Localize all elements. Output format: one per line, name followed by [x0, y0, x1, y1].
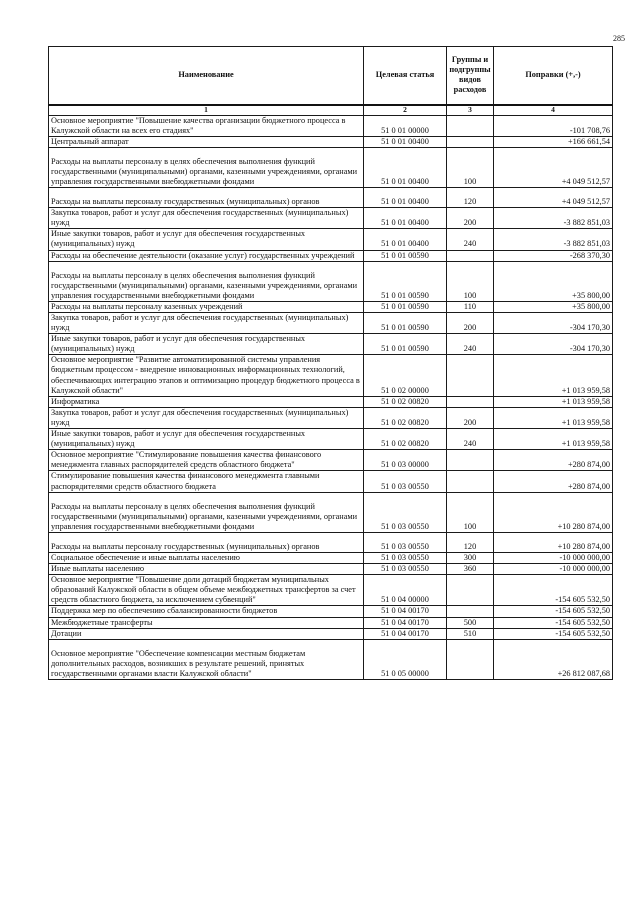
table-row [49, 313, 613, 334]
row-target-article: 51 0 01 00400 [381, 197, 429, 207]
row-target-article: 51 0 03 00550 [381, 481, 429, 491]
row-name: Расходы на выплаты персоналу казенных учреждений [51, 301, 243, 311]
row-target-article: 51 0 02 00820 [381, 396, 429, 406]
header-name: Наименование [49, 47, 364, 105]
row-target-article: 51 0 03 00000 [381, 460, 429, 470]
header-amendments: Поправки (+,-) [494, 47, 613, 105]
row-target-article: 51 0 03 00550 [381, 564, 429, 574]
row-expense-group: 240 [463, 439, 477, 449]
table-row [49, 628, 613, 639]
row-name: Закупка товаров, работ и услуг для обеспечения государственных (муниципальных) нужд [51, 208, 349, 228]
table-row [49, 115, 613, 136]
row-amount: -268 370,30 [569, 250, 610, 260]
row-amount: +1 013 959,58 [561, 417, 610, 427]
row-amount: -10 000 000,00 [559, 552, 610, 562]
page-number: 285 [613, 34, 625, 43]
row-target-article: 51 0 02 00820 [381, 439, 429, 449]
row-name: Расходы на выплаты персоналу в целях обеспечения выполнения функций государственными (муниципальными) органами, казенными учреждениями, органами управления государственными внебюджетными фондами [51, 156, 358, 186]
table-body [49, 115, 613, 680]
row-amount: -154 605 532,50 [555, 628, 610, 638]
row-amount: +280 874,00 [567, 481, 610, 491]
row-expense-group: 100 [463, 176, 477, 186]
row-amount: +280 874,00 [567, 460, 610, 470]
row-amount: -3 882 851,03 [563, 218, 610, 228]
table-row [49, 429, 613, 450]
table-row [49, 639, 613, 679]
row-target-article: 51 0 01 00590 [381, 250, 429, 260]
row-expense-group: 500 [463, 617, 477, 627]
header-target-article: Целевая статья [364, 47, 447, 105]
row-expense-group: 200 [463, 218, 477, 228]
table-row [49, 229, 613, 250]
table-row [49, 450, 613, 471]
row-expense-group: 240 [463, 239, 477, 249]
row-name: Расходы на выплаты персоналу государственных (муниципальных) органов [51, 197, 320, 207]
row-amount: +35 800,00 [572, 301, 610, 311]
row-name: Межбюджетные трансферты [51, 617, 153, 627]
table-header-row [49, 47, 613, 105]
row-expense-group: 120 [463, 541, 477, 551]
row-name: Социальное обеспечение и иные выплаты населению [51, 552, 240, 562]
row-name: Иные закупки товаров, работ и услуг для обеспечения государственных (муниципальных) нужд [51, 229, 306, 249]
row-name: Дотации [51, 628, 82, 638]
row-name: Расходы на выплаты персоналу в целях обеспечения выполнения функций государственными (муниципальными) органами, казенными учреждениями, органами управления государственными внебюджетными фондами [51, 270, 358, 300]
row-expense-group: 240 [463, 344, 477, 354]
row-amount: +10 280 874,00 [557, 541, 610, 551]
row-name: Основное мероприятие "Повышение доли дотаций бюджетам муниципальных образований Калужской области в общем объеме межбюджетных трансфертов за счет средств областного бюджета, за исключением субвенций" [51, 575, 356, 605]
row-expense-group: 510 [463, 628, 477, 638]
row-amount: +4 049 512,57 [561, 197, 610, 207]
row-expense-group: 120 [463, 197, 477, 207]
row-amount: -154 605 532,50 [555, 617, 610, 627]
table-row [49, 407, 613, 428]
table-row [49, 301, 613, 312]
column-number: 3 [447, 105, 494, 116]
row-target-article: 51 0 01 00400 [381, 218, 429, 228]
row-amount: -154 605 532,50 [555, 606, 610, 616]
row-name: Закупка товаров, работ и услуг для обеспечения государственных (муниципальных) нужд [51, 313, 349, 333]
row-amount: -3 882 851,03 [563, 239, 610, 249]
row-name: Иные выплаты населению [51, 564, 145, 574]
row-target-article: 51 0 01 00590 [381, 344, 429, 354]
table-row [49, 617, 613, 628]
row-amount: +1 013 959,58 [561, 396, 610, 406]
table-row [49, 396, 613, 407]
column-number: 1 [49, 105, 364, 116]
row-amount: -101 708,76 [569, 125, 610, 135]
row-name: Основное мероприятие "Повышение качества организации бюджетного процесса в Калужской области на всех его стадиях" [51, 115, 346, 135]
column-number-row [49, 105, 613, 116]
table-row [49, 564, 613, 575]
row-target-article: 51 0 04 00170 [381, 617, 429, 627]
row-expense-group: 300 [463, 552, 477, 562]
row-target-article: 51 0 01 00590 [381, 301, 429, 311]
row-target-article: 51 0 01 00590 [381, 290, 429, 300]
row-name: Основное мероприятие "Обеспечение компенсации местным бюджетам дополнительных расходов, возникших в результате решений, принятых государственными органами власти Калужской области" [51, 648, 306, 678]
row-target-article: 51 0 05 00000 [381, 668, 429, 678]
row-expense-group: 100 [463, 521, 477, 531]
row-target-article: 51 0 03 00550 [381, 552, 429, 562]
table-row [49, 606, 613, 617]
row-name: Расходы на обеспечение деятельности (оказание услуг) государственных учреждений [51, 250, 355, 260]
table-row [49, 334, 613, 355]
table-row [49, 208, 613, 229]
row-amount: -10 000 000,00 [559, 564, 610, 574]
row-name: Основное мероприятие "Развитие автоматизированной системы управления бюджетным процессом - внедрение инновационных информационных технологий, обеспечивающих интеграцию этапов и оптимизацию процедур бюджетного процесса в Калужской области" [51, 355, 360, 395]
row-name: Иные закупки товаров, работ и услуг для обеспечения государственных (муниципальных) нужд [51, 334, 306, 354]
row-target-article: 51 0 02 00000 [381, 385, 429, 395]
row-name: Расходы на выплаты персоналу в целях обеспечения выполнения функций государственными (муниципальными) органами, казенными учреждениями, органами управления государственными внебюджетными фондами [51, 501, 358, 531]
table-row [49, 261, 613, 301]
table-row [49, 188, 613, 208]
row-target-article: 51 0 01 00400 [381, 239, 429, 249]
row-name: Стимулирование повышения качества финансового менеджмента главными распорядителями средств областного бюджета [51, 471, 320, 491]
row-amount: +1 013 959,58 [561, 439, 610, 449]
row-amount: -304 170,30 [569, 323, 610, 333]
row-amount: +26 812 087,68 [557, 668, 610, 678]
row-name: Закупка товаров, работ и услуг для обеспечения государственных (муниципальных) нужд [51, 407, 349, 427]
column-number: 4 [494, 105, 613, 116]
row-target-article: 51 0 04 00170 [381, 628, 429, 638]
row-name: Иные закупки товаров, работ и услуг для обеспечения государственных (муниципальных) нужд [51, 429, 306, 449]
table-row [49, 532, 613, 552]
row-target-article: 51 0 03 00550 [381, 521, 429, 531]
row-target-article: 51 0 03 00550 [381, 541, 429, 551]
table-row [49, 471, 613, 492]
table-row [49, 355, 613, 396]
budget-amendments-table [48, 46, 613, 680]
row-expense-group: 100 [463, 290, 477, 300]
row-amount: +4 049 512,57 [561, 176, 610, 186]
row-amount: -154 605 532,50 [555, 595, 610, 605]
table-row [49, 147, 613, 187]
row-expense-group: 360 [463, 564, 477, 574]
row-name: Информатика [51, 396, 100, 406]
row-name: Поддержка мер по обеспечению сбалансированности бюджетов [51, 606, 278, 616]
table-row [49, 575, 613, 606]
row-name: Расходы на выплаты персоналу государственных (муниципальных) органов [51, 541, 320, 551]
row-name: Центральный аппарат [51, 136, 129, 146]
row-expense-group: 110 [463, 301, 477, 311]
row-amount: -304 170,30 [569, 344, 610, 354]
row-expense-group: 200 [463, 417, 477, 427]
row-target-article: 51 0 04 00000 [381, 595, 429, 605]
column-number: 2 [364, 105, 447, 116]
row-amount: +10 280 874,00 [557, 521, 610, 531]
table-row [49, 552, 613, 563]
row-target-article: 51 0 04 00170 [381, 606, 429, 616]
row-target-article: 51 0 01 00400 [381, 136, 429, 146]
table-row [49, 136, 613, 147]
row-amount: +35 800,00 [572, 290, 610, 300]
table-row [49, 492, 613, 532]
table-row [49, 250, 613, 261]
row-expense-group: 200 [463, 323, 477, 333]
row-target-article: 51 0 02 00820 [381, 417, 429, 427]
row-target-article: 51 0 01 00590 [381, 323, 429, 333]
row-name: Основное мероприятие "Стимулирование повышения качества финансового менеджмента главных распорядителей средств областного бюджета" [51, 450, 322, 470]
row-amount: +1 013 959,58 [561, 385, 610, 395]
row-target-article: 51 0 01 00400 [381, 176, 429, 186]
header-expense-group: Группы и подгруппы видов расходов [447, 47, 494, 105]
row-target-article: 51 0 01 00000 [381, 125, 429, 135]
row-amount: +166 661,54 [567, 136, 610, 146]
